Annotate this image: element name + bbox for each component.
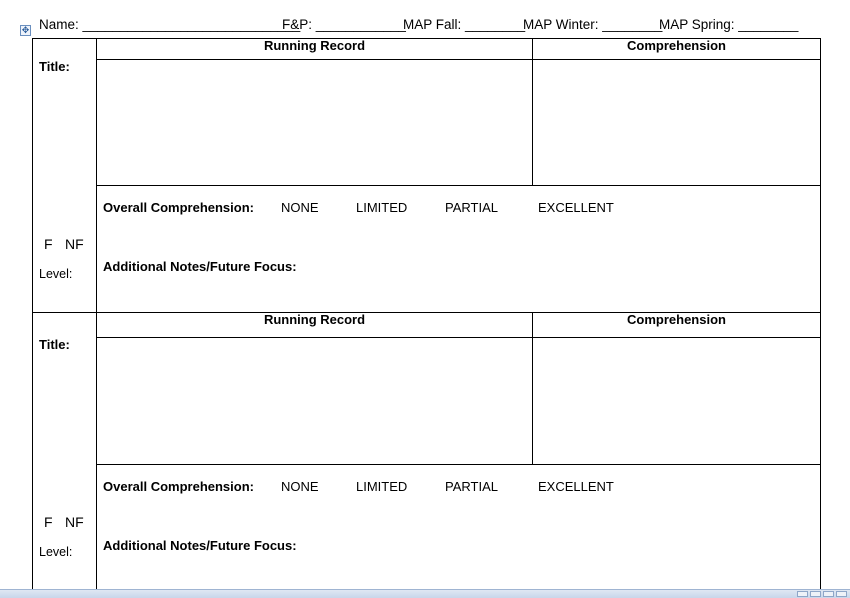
option-excellent[interactable]: EXCELLENT bbox=[538, 479, 614, 494]
notes-label: Additional Notes/Future Focus: bbox=[103, 538, 297, 553]
view-web-layout-icon[interactable] bbox=[810, 591, 821, 597]
level-label: Level: bbox=[39, 545, 73, 559]
fiction-option[interactable]: F bbox=[44, 514, 53, 530]
option-excellent[interactable]: EXCELLENT bbox=[538, 200, 614, 215]
map-fall-field-label[interactable]: MAP Fall: ________ bbox=[403, 17, 526, 32]
fiction-option[interactable]: F bbox=[44, 236, 53, 252]
option-limited[interactable]: LIMITED bbox=[356, 479, 408, 494]
running-record-header: Running Record bbox=[263, 312, 366, 327]
nonfiction-option[interactable]: NF bbox=[65, 514, 84, 530]
comprehension-header: Comprehension bbox=[627, 312, 726, 327]
fp-field-label[interactable]: F&P: ____________ bbox=[282, 17, 406, 32]
running-record-header: Running Record bbox=[263, 38, 366, 53]
level-label: Level: bbox=[39, 267, 73, 281]
option-limited[interactable]: LIMITED bbox=[356, 200, 408, 215]
view-outline-icon[interactable] bbox=[823, 591, 834, 597]
name-field-label[interactable]: Name: _____________________________ bbox=[39, 17, 301, 32]
option-partial[interactable]: PARTIAL bbox=[445, 200, 498, 215]
notes-label: Additional Notes/Future Focus: bbox=[103, 259, 297, 274]
title-label: Title: bbox=[39, 337, 70, 352]
comprehension-header: Comprehension bbox=[627, 38, 726, 53]
overall-comprehension-label: Overall Comprehension: bbox=[103, 479, 254, 494]
option-partial[interactable]: PARTIAL bbox=[445, 479, 498, 494]
overall-comprehension-label: Overall Comprehension: bbox=[103, 200, 254, 215]
title-label: Title: bbox=[39, 59, 70, 74]
map-winter-field-label[interactable]: MAP Winter: ________ bbox=[523, 17, 663, 32]
option-none[interactable]: NONE bbox=[281, 200, 319, 215]
student-info-line bbox=[39, 15, 829, 35]
view-draft-icon[interactable] bbox=[836, 591, 847, 597]
nonfiction-option[interactable]: NF bbox=[65, 236, 84, 252]
view-print-layout-icon[interactable] bbox=[797, 591, 808, 597]
table-move-handle-icon[interactable]: ✥ bbox=[21, 25, 30, 35]
map-spring-field-label[interactable]: MAP Spring: ________ bbox=[659, 17, 799, 32]
option-none[interactable]: NONE bbox=[281, 479, 319, 494]
